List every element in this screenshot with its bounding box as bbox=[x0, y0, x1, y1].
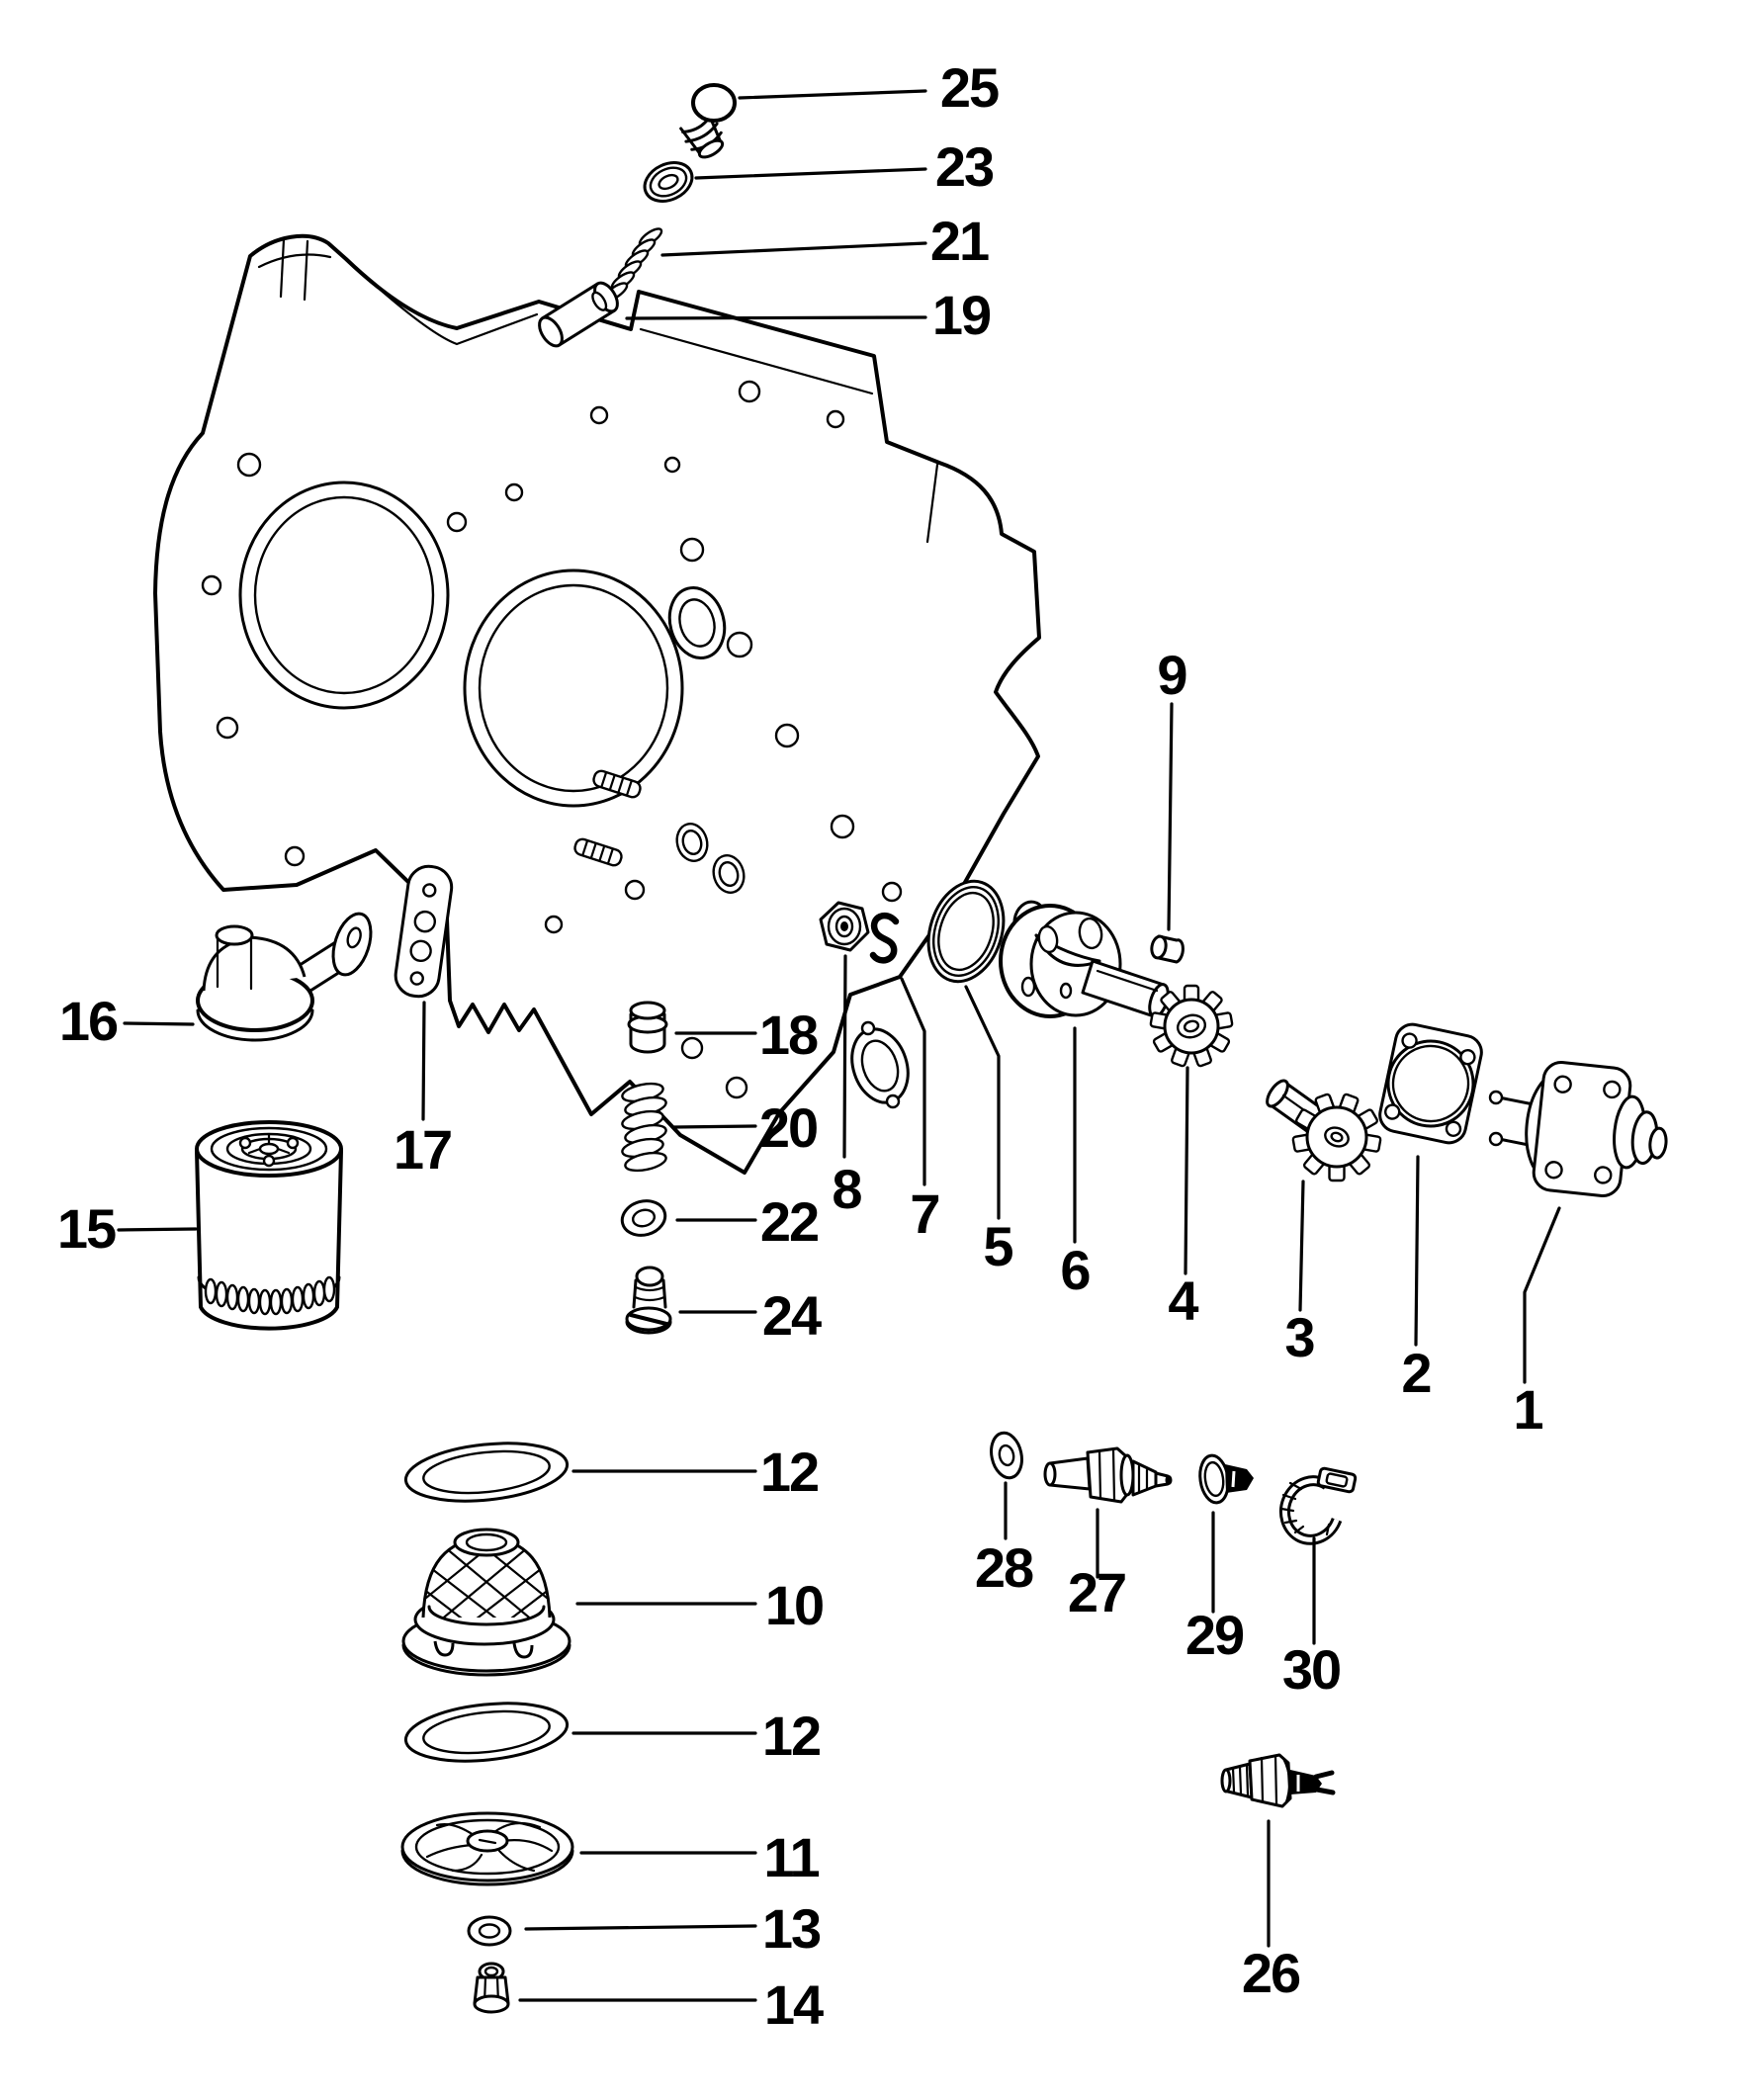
callout-5: 5 bbox=[983, 1215, 1012, 1277]
leader-19 bbox=[627, 317, 925, 318]
pin-9-drawing bbox=[1150, 935, 1183, 962]
callout-13: 13 bbox=[761, 1897, 821, 1960]
callout-21: 21 bbox=[929, 210, 989, 272]
screw-plug-25-drawing bbox=[679, 85, 735, 163]
pump-drive-6-drawing bbox=[1001, 900, 1172, 1019]
leader-5 bbox=[966, 987, 999, 1218]
callout-27: 27 bbox=[1067, 1561, 1126, 1623]
pump-cover-1-drawing bbox=[1490, 1060, 1673, 1202]
callout-4: 4 bbox=[1168, 1269, 1197, 1332]
callout-16: 16 bbox=[58, 990, 118, 1052]
seal-ring-23-drawing bbox=[639, 155, 699, 209]
callout-14: 14 bbox=[763, 1973, 823, 2036]
leader-9 bbox=[1169, 704, 1172, 929]
leader-13 bbox=[526, 1926, 755, 1929]
callout-1: 1 bbox=[1513, 1378, 1542, 1441]
callout-28: 28 bbox=[974, 1536, 1033, 1599]
oil-pressure-switch-26-drawing bbox=[1222, 1755, 1333, 1806]
screw-plug-24-drawing bbox=[627, 1268, 670, 1333]
oil-strainer-10-drawing bbox=[403, 1530, 570, 1675]
grommet-28-drawing bbox=[988, 1430, 1026, 1480]
callout-25: 25 bbox=[939, 56, 999, 119]
leader-21 bbox=[662, 243, 925, 255]
callout-12-lower: 12 bbox=[761, 1705, 821, 1767]
strainer-gasket-12-lower-drawing bbox=[403, 1697, 571, 1769]
callout-10: 10 bbox=[764, 1574, 824, 1636]
strainer-cover-11-drawing bbox=[402, 1813, 572, 1884]
strainer-gasket-12-upper-drawing bbox=[403, 1437, 571, 1509]
leader-23 bbox=[696, 169, 925, 178]
leader-2 bbox=[1416, 1157, 1418, 1345]
leader-17 bbox=[423, 1003, 424, 1119]
engine-block-drawing bbox=[155, 236, 1039, 1173]
callout-22: 22 bbox=[759, 1190, 819, 1253]
leader-8 bbox=[844, 956, 845, 1157]
callout-30: 30 bbox=[1281, 1638, 1341, 1701]
gasket-17-drawing bbox=[393, 864, 454, 1000]
pump-gear-4-drawing bbox=[1150, 986, 1232, 1067]
callout-9: 9 bbox=[1157, 644, 1186, 706]
callout-19: 19 bbox=[931, 284, 991, 346]
leader-1 bbox=[1525, 1208, 1559, 1382]
oil-filter-flange-16-drawing bbox=[198, 909, 378, 1040]
leader-4 bbox=[1185, 1068, 1187, 1273]
washer-13-drawing bbox=[469, 1917, 510, 1945]
leader-20 bbox=[674, 1126, 755, 1127]
cap-nut-14-drawing bbox=[475, 1964, 508, 2012]
callout-12-upper: 12 bbox=[759, 1441, 819, 1503]
callout-26: 26 bbox=[1241, 1942, 1300, 2004]
callout-20: 20 bbox=[758, 1096, 818, 1159]
pump-gear-shaft-3-drawing bbox=[1264, 1078, 1381, 1181]
callout-23: 23 bbox=[934, 135, 994, 198]
callout-17: 17 bbox=[393, 1118, 452, 1181]
callout-7: 7 bbox=[910, 1182, 939, 1245]
leader-16 bbox=[125, 1023, 193, 1024]
clamp-30-drawing bbox=[1281, 1467, 1356, 1539]
relief-plug-18-drawing bbox=[629, 1003, 666, 1052]
seal-ring-22-drawing bbox=[618, 1196, 668, 1240]
leader-15 bbox=[119, 1229, 196, 1230]
callout-29: 29 bbox=[1185, 1604, 1244, 1666]
callout-8: 8 bbox=[832, 1158, 861, 1220]
pump-gasket-2-drawing bbox=[1377, 1021, 1485, 1146]
callout-2: 2 bbox=[1401, 1342, 1431, 1404]
temperature-sender-27-drawing bbox=[1045, 1448, 1173, 1502]
leader-25 bbox=[740, 91, 925, 98]
callout-3: 3 bbox=[1284, 1306, 1314, 1368]
callout-18: 18 bbox=[758, 1004, 818, 1066]
callout-15: 15 bbox=[56, 1197, 116, 1260]
callout-11: 11 bbox=[763, 1826, 819, 1888]
leader-3 bbox=[1300, 1181, 1303, 1310]
callout-24: 24 bbox=[761, 1284, 821, 1347]
spring-20-drawing bbox=[621, 1081, 667, 1174]
plug-29-drawing bbox=[1197, 1453, 1254, 1504]
callout-6: 6 bbox=[1060, 1239, 1090, 1301]
oil-filter-15-drawing bbox=[197, 1122, 341, 1329]
